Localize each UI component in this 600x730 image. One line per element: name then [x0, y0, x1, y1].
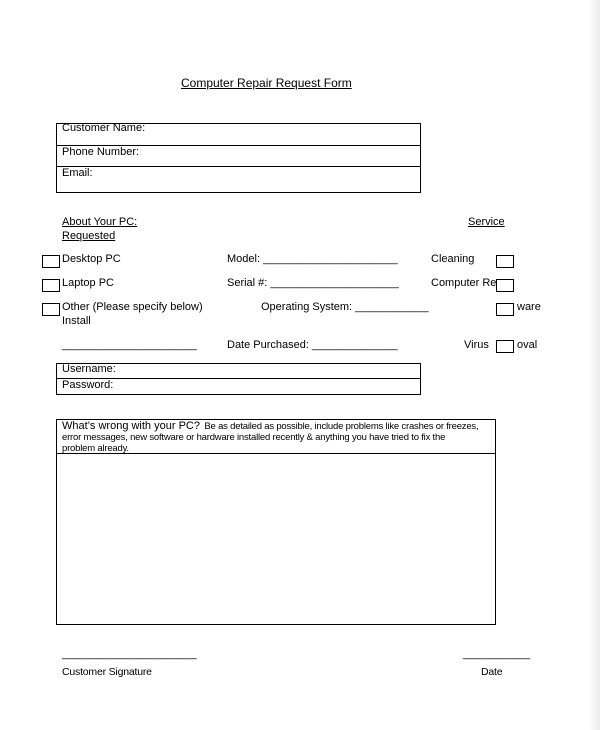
about-pc-heading: About Your PC: — [62, 216, 138, 228]
laptop-pc-checkbox[interactable] — [42, 279, 60, 292]
computer-repair-label: Computer Re — [431, 277, 497, 289]
customer-signature-label: Customer Signature — [62, 666, 152, 678]
problem-hint-line1: Be as detailed as possible, include problems like crashes or freezes, — [204, 421, 479, 432]
service-heading: Service — [468, 216, 505, 228]
software-checkbox[interactable] — [496, 303, 514, 316]
install-label: Install — [62, 315, 91, 327]
model-field[interactable]: Model: ______________________ — [227, 253, 398, 265]
service-heading-continued: Requested — [62, 230, 116, 242]
desktop-pc-checkbox[interactable] — [42, 255, 60, 268]
operating-system-field[interactable]: Operating System: ____________ — [261, 301, 429, 313]
cleaning-checkbox[interactable] — [496, 255, 514, 268]
signature-line[interactable]: ______________________ — [62, 648, 197, 660]
password-field[interactable]: Password: — [62, 379, 114, 391]
customer-name-field[interactable]: Customer Name: — [62, 122, 146, 134]
desktop-pc-label: Desktop PC — [62, 253, 121, 265]
other-pc-label: Other (Please specify below) — [62, 301, 203, 313]
email-field[interactable]: Email: — [62, 167, 93, 179]
date-label: Date — [481, 666, 503, 678]
date-purchased-field[interactable]: Date Purchased: ______________ — [227, 339, 398, 351]
problem-hint-line3: problem already. — [62, 443, 129, 454]
other-pc-checkbox[interactable] — [42, 303, 60, 316]
username-field[interactable]: Username: — [62, 363, 116, 375]
date-line[interactable]: ___________ — [463, 648, 531, 660]
other-specify-line[interactable]: ______________________ — [62, 339, 197, 351]
problem-question: What’s wrong with your PC? — [62, 420, 200, 432]
software-label-fragment: ware — [517, 301, 541, 313]
virus-removal-checkbox[interactable] — [496, 340, 514, 353]
form-title: Computer Repair Request Form — [181, 76, 352, 90]
cleaning-label: Cleaning — [431, 253, 475, 265]
virus-removal-label: Virus — [464, 339, 489, 351]
computer-repair-checkbox[interactable] — [496, 279, 514, 292]
laptop-pc-label: Laptop PC — [62, 277, 114, 289]
problem-prompt — [62, 419, 478, 454]
page-edge-shadow — [588, 0, 600, 730]
serial-field[interactable]: Serial #: _____________________ — [227, 277, 399, 289]
problem-hint-line2: error messages, new software or hardware installed recently & anything you have tried to fix the — [62, 432, 446, 443]
phone-number-field[interactable]: Phone Number: — [62, 146, 140, 158]
divider — [57, 166, 420, 167]
virus-removal-label-end: oval — [517, 339, 538, 351]
